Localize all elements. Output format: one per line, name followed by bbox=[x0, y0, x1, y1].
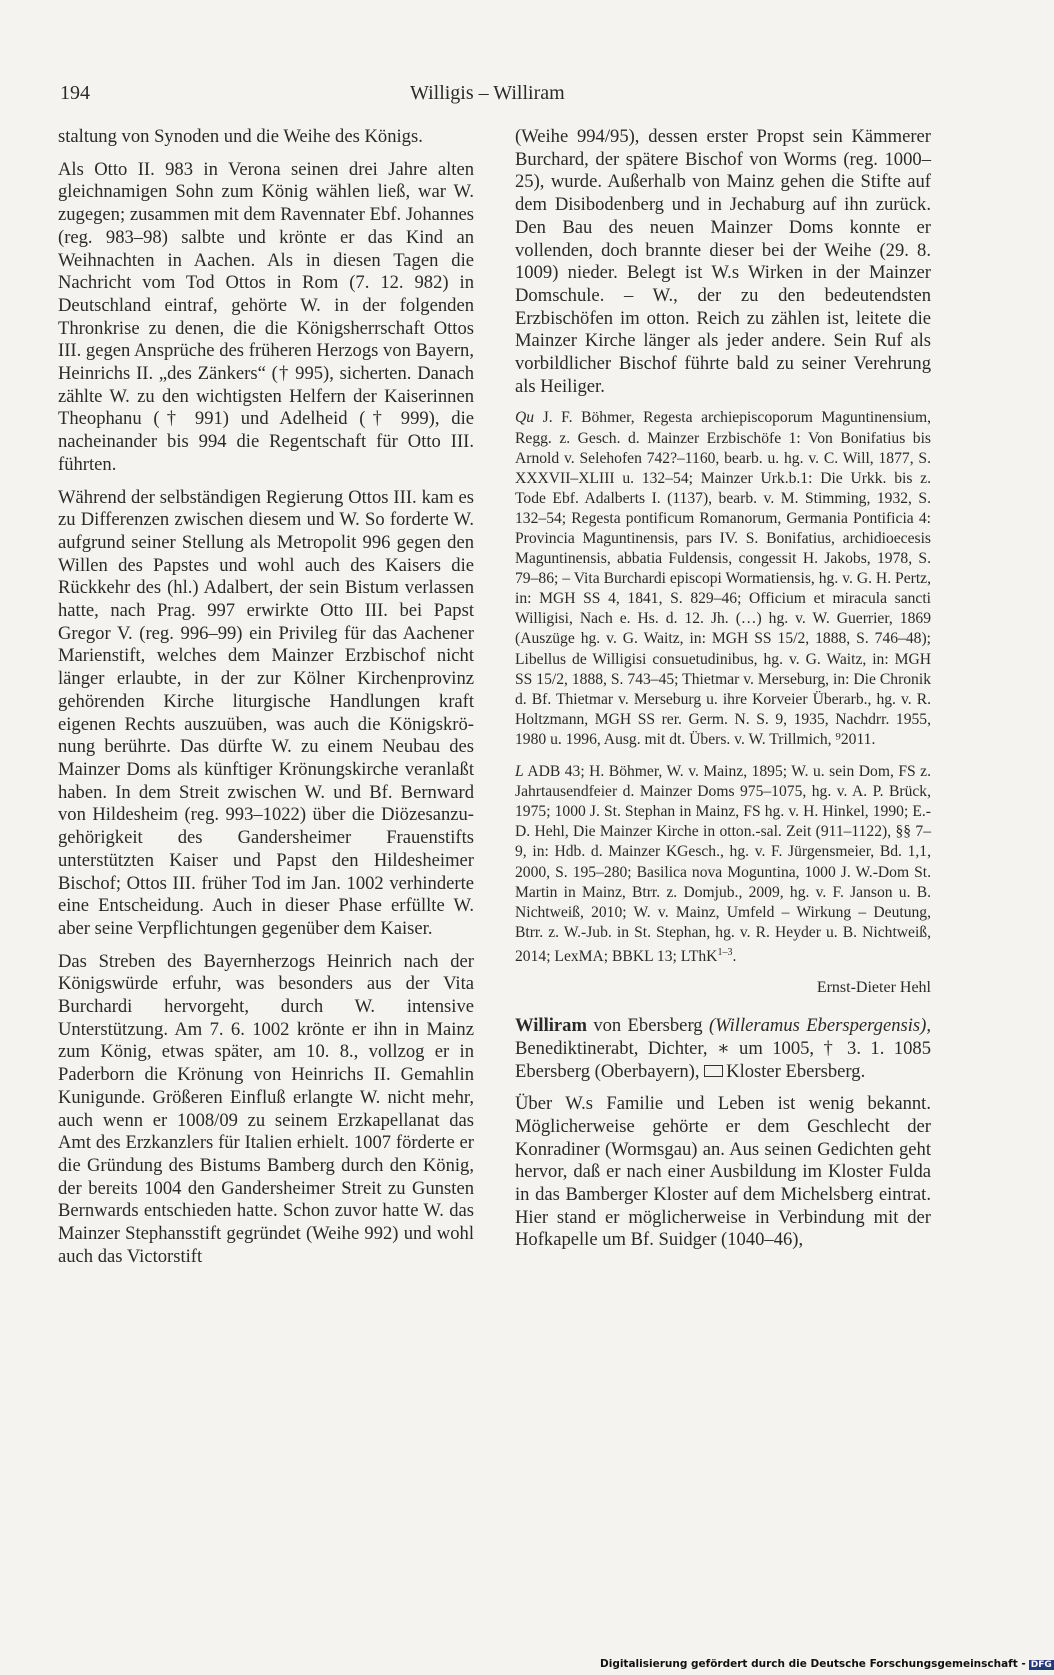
paragraph: staltung von Synoden und die Weihe des Königs. bbox=[58, 126, 423, 147]
author-signature: Ernst-Dieter Hehl bbox=[816, 979, 931, 997]
paragraph: (Weihe 994/95), dessen erster Propst sein Kämmerer Burchard, der spätere Bischof von Worms (reg. 1000–25), wurde. Außerhalb von Mainz gehen die Stifte auf dem Disibodenberg und in Jechaburg auf ihn zurück. Den Bau des neuen Mainzer Doms konnte er vollenden, doch brannte dieser bei der Weihe (29. 8. 1009) nieder. Belegt ist W.s Wirken in der Mainzer Domschule. – W., der zu den bedeutendsten Erzbischöfen im otton. Reich zu zählen ist, leitete die Mainzer Kirche länger als jeder andere. Sein Ruf als vorbildlicher Bischof führte bald zu seiner Verehrung als Heiliger. bbox=[515, 126, 931, 397]
paragraph: Das Streben des Bayernherzogs Heinrich nach der Königswürde erfuhr, was besonders aus der Vita Burchardi hervorgeht, durch W. intensive Unterstützung. Am 7. 6. 1002 krönte er ihn in Mainz zum König, etwas später, am 10. 8., vollzog er in Paderborn die Krönung von Heinrichs II. Gemahlin Kunigunde. Größeren Einfluß erlangte W. nicht mehr, auch wenn er 1008/09 zu seinem Erzkapellanat das Amt des Erzkanzlers für Italien erhielt. 1007 förderte er die Gründung des Bistums Bamberg durch den König, der bereits 1004 den Gandersheimer Streit zu Gunsten Bernwards entschieden hatte. Schon zuvor hatte W. das Mainzer Stephansstift gegründet (Weihe 992) und wohl auch das Victorstift bbox=[58, 950, 474, 1267]
footer-text: Digitalisierung gefördert durch die Deutsche Forschungsgemeinschaft - bbox=[600, 1658, 1026, 1670]
paragraph: Als Otto II. 983 in Verona seinen drei Jahre alten gleichnamigen Sohn zum König wählen ließ, war W. zugegen; zusammen mit dem Ravennater Ebf. Johannes (reg. 983–98) salbte und krönte er das Kind an Weihnachten in Aachen. Als in diesen Tagen die Nachricht vom Tod Ottos in Rom (7. 12. 982) in Deutschland eintraf, gehörte W. in der folgenden Thronkrise zu denen, die die Königsherrschaft Ottos III. gegen Ansprüche des früheren Herzogs von Bayern, Heinrichs II. „des Zänkers“ († 995), sicherten. Danach zählte W. zu den wichtigsten Helfern der Kaiserinnen Theophanu († 991) und Adelheid († 999), die nacheinander bis 994 die Regentschaft für Otto III. führten. bbox=[58, 158, 474, 475]
entry-heading bbox=[515, 1015, 931, 1083]
page-number: 194 bbox=[60, 82, 90, 104]
entry-desc: Benediktinerabt, Dichter, ∗ um 1005, † 3. 1. 1085 Ebersberg (Oberbayern), bbox=[515, 1037, 931, 1082]
sources-section bbox=[515, 408, 931, 750]
paragraph: Über W.s Familie und Leben ist wenig bekannt. Möglicherweise gehörte er dem Geschlecht der Konradiner (Wormsgau) an. Aus seinen Gedichten geht hervor, daß er nach einer Ausbildung im Kloster Fulda in das Bamberger Kloster auf dem Michelsberg eintrat. Hier stand er möglicherweise in Verbindung mit der Hofkapelle um Bf. Suidger (1040–46), bbox=[515, 1093, 931, 1251]
box-burial-icon bbox=[704, 1065, 723, 1077]
sources-label: Qu bbox=[515, 409, 535, 427]
footer bbox=[600, 1658, 1052, 1675]
sources-text: J. F. Böhmer, Regesta archiepiscoporum Maguntinensium, Regg. z. Gesch. d. Mainzer Erzbischöfe 1: Von Bonifatius bis Arnold v. Selehofen 742?–1160, bearb. u. hg. v. C. Will, 1877, S. XXXVII–XLIII u. 132–54; Mainzer Urk.b.1: Die Urkk. bis z. Tode Ebf. Adalberts I. (1137), bearb. v. M. Stimming, 1932, S. 132–54; Regesta pontificum Romanorum, Germania Pontificia 4: Provincia Maguntinensis, pars IV. S. Bonifatius, archidioecesis Maguntinensis, abbatia Fuldensis, congessit H. Jakobs, 1978, S. 79–86; – Vita Burchardi episcopi Wormatiensis, hg. v. G. H. Pertz, in: MGH SS 4, 1841, S. 829–46; Officium et miracula sancti Willigisi, Nach e. Hs. d. 12. Jh. (…) hg. v. W. Guerrier, 1869 (Auszüge hg. v. G. Waitz, in: MGH SS 15/2, 1888, S. 746–48); Libellus de Willigisi consuetudinibus, hg. v. G. Waitz, in: MGH SS 15/2, 1888, S. 743–45; Thietmar v. Merseburg, in: Die Chronik d. Bf. Thietmar v. Merseburg u. ihre Korveier Überarb., hg. v. R. Holtzmann, MGH SS rer. Germ. N. S. 9, 1935, Nachdrr. 1955, 1980 u. 1996, Ausg. mit dt. Übers. v. W. Trillmich, ⁹2011. bbox=[515, 409, 931, 748]
literature-section bbox=[515, 762, 931, 967]
literature-end: . bbox=[732, 948, 737, 966]
dfg-logo: DFG bbox=[1030, 1660, 1052, 1670]
left-column bbox=[58, 126, 474, 1278]
paragraph: Während der selbständigen Regierung Ottos III. kam es zu Differenzen zwischen diesem und W. So forderte W. aufgrund seiner Stellung als Metropolit 996 gegen den Willen des Papstes und wohl auch des Kaisers die Rückkehr des (hl.) Adalbert, der sein Bistum verlassen hatte, nach Prag. 997 erwirkte Otto III. bei Papst Gregor V. (reg. 996–99) ein Privileg für das Aachener Marienstift, welches dem Mainzer Erzbischof nicht länger erlaubte, in der zur Kölner Kirchenprovinz gehörenden Kirche liturgische Handlungen kraft eigenen Rechts auszuüben, was auch die Königskrönung berührte. Das dürfte W. zu einem Neubau des Mainzer Doms als künftiger Krönungskirche veranlaßt haben. In dem Streit zwischen W. und Bf. Bernward von Hildesheim (reg. 993–1022) über die Diözesanzugehörigkeit des Gandersheimer Frauenstifts unterstützten Kaiser und Papst den Hildesheimer Bischof; Ottos III. früher Tod im Jan. 1002 verhinderte eine Entscheidung. Auch in dieser Phase erfüllte W. aber seine Verpflichtungen gegenüber dem Kaiser. bbox=[58, 486, 474, 939]
right-column bbox=[515, 126, 931, 1262]
entry-name: Williram bbox=[515, 1015, 587, 1037]
entry-burial: Kloster Ebersberg. bbox=[726, 1060, 866, 1082]
literature-text: ADB 43; H. Böhmer, W. v. Mainz, 1895; W. u. sein Dom, FS z. Jahrtausendfeier d. Mainzer Doms 975–1075, hg. v. A. P. Brück, 1975; 1000 J. St. Stephan in Mainz, FS hg. v. H. Hinkel, 1990; E.-D. Hehl, Die Mainzer Kirche in otton.-sal. Zeit (911–1122), §§ 7–9, in: Hdb. d. Mainzer KGesch., hg. v. F. Jürgensmeier, Bd. 1,1, 2000, S. 195–280; Basilica nova Moguntina, 1000 J. W.-Dom St. Martin in Mainz, Btrr. z. Domjub., 2009, hg. v. F. Janson u. B. Nichtweiß, 2010; W. v. Mainz, Umfeld – Wirkung – Deutung, Btrr. z. W.-Jub. in St. Stephan, hg. v. R. Heyder u. B. Nichtweiß, 2014; LexMA; BBKL 13; LThK bbox=[515, 763, 931, 966]
entry-von: von Ebersberg bbox=[586, 1015, 709, 1037]
literature-label: L bbox=[515, 763, 524, 781]
running-title: Willigis – Williram bbox=[410, 82, 565, 104]
entry-latin: (Willeramus Eberspergensis), bbox=[708, 1015, 931, 1037]
literature-sup: 1–3 bbox=[717, 946, 733, 958]
